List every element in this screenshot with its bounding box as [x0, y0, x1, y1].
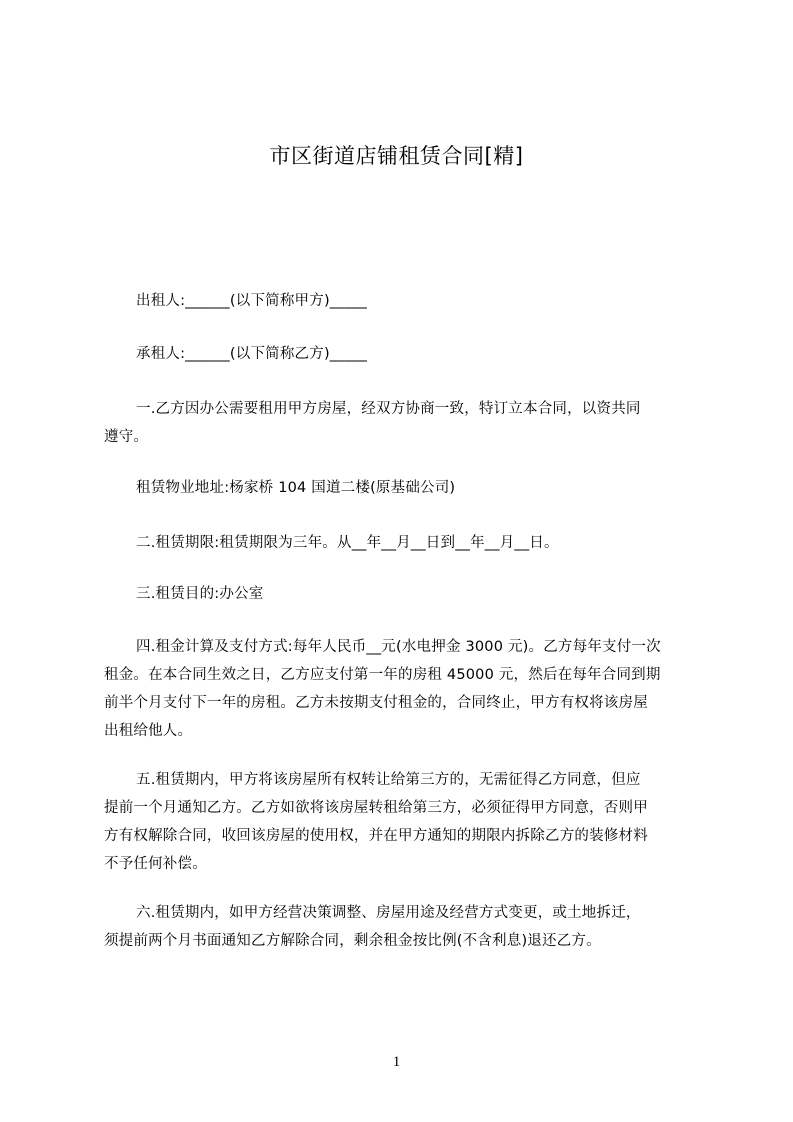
clause-2-paragraph — [104, 529, 704, 557]
clause-1-paragraph — [104, 395, 704, 451]
paragraph-line: 须提前两个月书面通知乙方解除合同，剩余租金按比例(不含利息)退还乙方。 — [104, 933, 601, 949]
lessor-paragraph — [104, 287, 704, 315]
paragraph-line: 租金。在本合同生效之日，乙方应支付第一年的房租 45000 元，然后在每年合同到期 — [104, 667, 661, 683]
paragraph-line: 一.乙方因办公需要租用甲方房屋，经双方协商一致，特订立本合同，以资共同 — [136, 401, 641, 417]
paragraph-line: 遵守。 — [104, 429, 149, 445]
paragraph-line: 三.租赁目的:办公室 — [136, 586, 264, 602]
property-address-paragraph — [104, 474, 704, 502]
page-number: 1 — [392, 1054, 401, 1070]
document-title: 市区街道店铺租赁合同[精] — [269, 144, 524, 168]
paragraph-line: 提前一个月通知乙方。乙方如欲将该房屋转租给第三方，必须征得甲方同意，否则甲 — [104, 800, 648, 816]
paragraph-line: 方有权解除合同，收回该房屋的使用权，并在甲方通知的期限内拆除乙方的装修材料 — [104, 828, 648, 844]
clause-6-paragraph — [104, 899, 704, 955]
paragraph-line: 承租人:______(以下简称乙方)_____ — [136, 346, 368, 362]
paragraph-line: 租赁物业地址:杨家桥 104 国道二楼(原基础公司) — [136, 480, 456, 496]
paragraph-line: 四.租金计算及支付方式:每年人民币__元(水电押金 3000 元)。乙方每年支付一次 — [136, 639, 661, 655]
clause-3-paragraph — [104, 580, 704, 608]
paragraph-line: 不予任何补偿。 — [104, 856, 207, 872]
lessee-paragraph — [104, 340, 704, 368]
paragraph-line: 六.租赁期内，如甲方经营决策调整、房屋用途及经营方式变更，或土地拆迁， — [136, 905, 641, 921]
paragraph-line: 出租给他人。 — [104, 723, 193, 739]
paragraph-line: 前半个月支付下一年的房租。乙方未按期支付租金的，合同终止，甲方有权将该房屋 — [104, 695, 648, 711]
paragraph-line: 二.租赁期限:租赁期限为三年。从__年__月__日到__年__月__日。 — [136, 535, 559, 551]
clause-4-paragraph — [104, 633, 704, 745]
paragraph-line: 五.租赁期内，甲方将该房屋所有权转让给第三方的，无需征得乙方同意，但应 — [136, 772, 641, 788]
clause-5-paragraph — [104, 766, 704, 878]
paragraph-line: 出租人:______(以下简称甲方)_____ — [136, 293, 368, 309]
